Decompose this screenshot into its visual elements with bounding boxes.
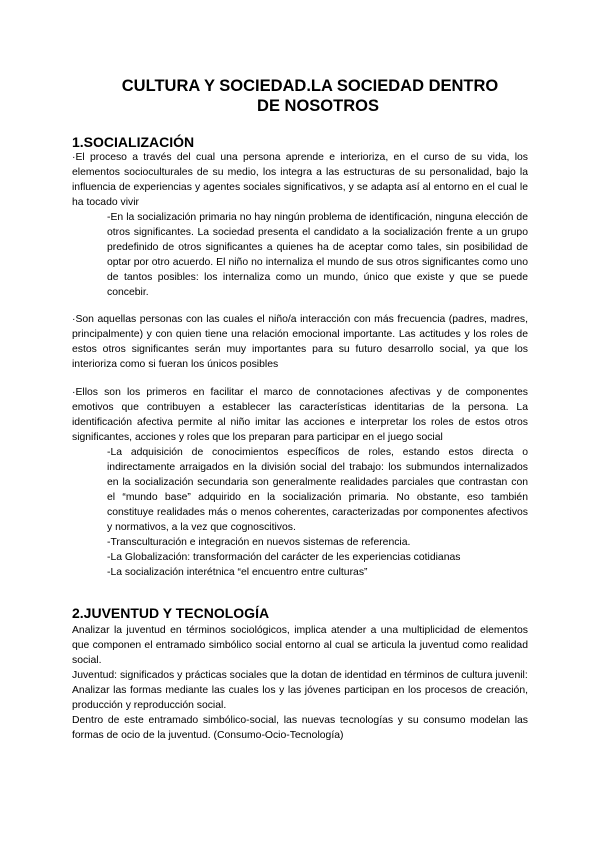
title-line-2: DE NOSOTROS [257,97,379,115]
paragraph [72,312,528,372]
title-line-1: CULTURA Y SOCIEDAD.LA SOCIEDAD DENTRO [121,77,499,95]
paragraph-text: ·Son aquellas personas con las cuales el niño/a interacción con más frecuencia (padres, madres, principalmente) y con quien tiene una relación emocional importante. Las actitudes y los roles de estos otros significantes serán muy importantes para su futuro desarrollo social, ya que los interioriza como si fueran los únicos posibles [72,314,528,370]
section-body [72,623,528,743]
indented-paragraph [107,210,528,300]
paragraph [72,385,528,445]
section-heading-juventud: 2.JUVENTUD Y TECNOLOGÍA [72,605,270,621]
paragraph-text: ·El proceso a través del cual una persona aprende e interioriza, en el curso de su vida, los elementos socioculturales de su medio, los integra a las estructuras de su personalidad, bajo la influencia de experiencias y agentes sociales significativos, y se adapta así al entorno en el cual le ha tocado vivir [72,152,528,208]
paragraph-text: Juventud: significados y prácticas sociales que la dotan de identidad en términos de cultura juvenil: [72,670,528,681]
indented-list [107,445,528,580]
paragraph-text: -En la socialización primaria no hay ningún problema de identificación, ninguna elección de otros significantes. La sociedad presenta el candidato a la socialización frente a un grupo predefinido de otros significantes a quienes ha de aceptar como tales, sin posibilidad de optar por otro acuerdo. El niño no internaliza el mundo de sus otros significantes como uno de tantos posibles: los internaliza como un mundo, único que existe y que se puede concebir. [107,212,528,298]
section-heading-socializacion: 1.SOCIALIZACIÓN [72,134,195,150]
paragraph [72,150,528,210]
list-item: -La socialización interétnica “el encuentro entre culturas” [107,567,368,578]
list-item: -La adquisición de conocimientos específicos de roles, estando estos directa o indirectamente arraigados en la división social del trabajo: los submundos internalizados en la socialización secundaria son generalmente realidades parciales que contrastan con el “mundo base” adquirido en la socialización primaria. No obstante, eso también constituye realidades más o menos coherentes, caracterizadas por componentes afectivos y normativos, a la vez que cognoscitivos. [107,447,528,533]
paragraph-text: Analizar la juventud en términos sociológicos, implica atender a una multiplicidad de elementos que componen el entramado simbólico social entorno al cual se articula la juventud como realidad social. [72,625,528,666]
paragraph-text: Dentro de este entramado simbólico-social, las nuevas tecnologías y su consumo modelan las formas de ocio de la juventud. (Consumo-Ocio-Tecnología) [72,715,528,741]
paragraph-text: ·Ellos son los primeros en facilitar el marco de connotaciones afectivas y de componentes emotivos que contribuyen a establecer las características identitarias de la persona. La identificación afectiva permite al niño imitar las acciones e interpretar los roles de estos otros significantes, acciones y roles que los preparan para participar en el juego social [72,387,528,443]
list-item: -La Globalización: transformación del carácter de les experiencias cotidianas [107,552,461,563]
page-title [60,76,560,116]
paragraph-text: Analizar las formas mediante las cuales los y las jóvenes participan en los procesos de creación, producción y reproducción social. [72,685,528,711]
list-item: -Transculturación e integración en nuevos sistemas de referencia. [107,537,411,548]
